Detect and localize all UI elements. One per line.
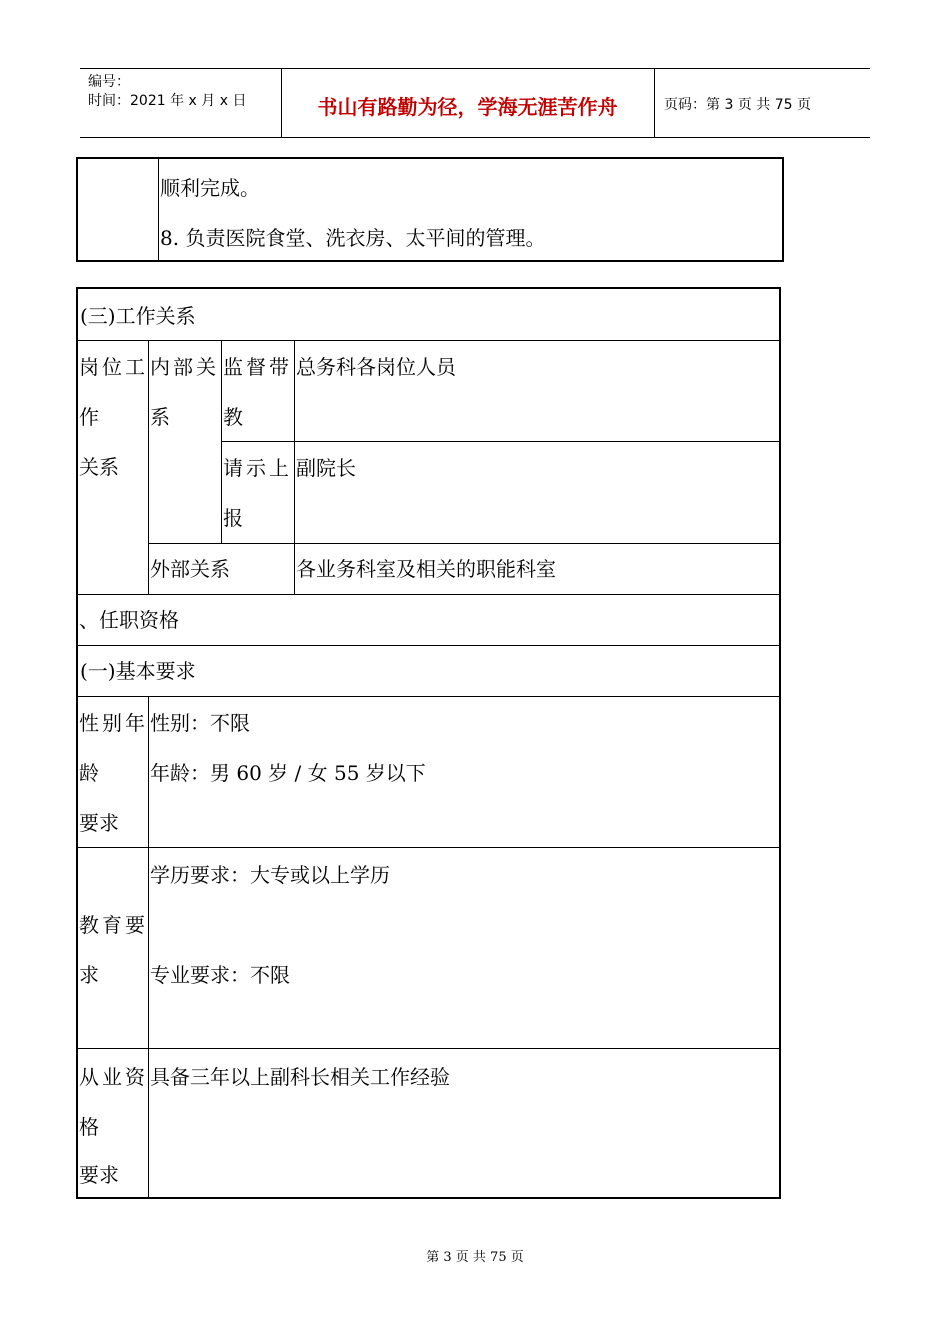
document-date: 时间：2021 年 x 月 x 日 xyxy=(88,93,247,109)
row-label: 内部关 xyxy=(150,355,219,379)
document-number-label: 编号： xyxy=(88,74,130,90)
row-label: 性别年 xyxy=(79,711,148,735)
row-label: 岗位工 xyxy=(79,355,148,379)
cell-value: 具备三年以上副科长相关工作经验 xyxy=(150,1065,450,1089)
row-label: 要求 xyxy=(79,811,119,835)
row-label: 龄 xyxy=(79,761,99,785)
duties-line: 顺利完成。 xyxy=(160,176,260,200)
row-label: 外部关系 xyxy=(150,557,230,581)
header-page-indicator: 页码：第 3 页 共 75 页 xyxy=(664,97,811,113)
report-label-cell xyxy=(222,442,295,544)
page-header xyxy=(80,68,870,138)
cell-value: 专业要求：不限 xyxy=(150,963,290,987)
external-relations-label-cell xyxy=(149,544,295,595)
section-title: (一)基本要求 xyxy=(80,659,196,683)
row-label: 系 xyxy=(150,405,170,429)
row-label: 格 xyxy=(79,1115,99,1139)
supervise-value-cell xyxy=(295,341,779,442)
row-label: 教育要 xyxy=(79,913,148,937)
cell-value: 年龄：男 60 岁 / 女 55 岁以下 xyxy=(150,761,426,785)
cell-value: 各业务科室及相关的职能科室 xyxy=(296,557,556,581)
duties-label-cell xyxy=(78,159,159,260)
row-label: 教 xyxy=(223,405,243,429)
row-label: 求 xyxy=(79,963,99,987)
experience-label-cell xyxy=(78,1049,149,1197)
education-value-cell xyxy=(149,848,779,1049)
row-label: 作 xyxy=(79,405,99,429)
row-label: 监督带 xyxy=(223,355,292,379)
experience-value-cell xyxy=(149,1049,779,1197)
gender-age-label-cell xyxy=(78,697,149,848)
header-motto: 书山有路勤为径，学海无涯苦作舟 xyxy=(317,95,618,119)
page-footer: 第 3 页 共 75 页 xyxy=(426,1250,524,1265)
row-label: 关系 xyxy=(79,455,119,479)
row-label: 要求 xyxy=(79,1163,119,1187)
section-title: 、任职资格 xyxy=(79,608,179,632)
cell-value: 学历要求：大专或以上学历 xyxy=(150,863,390,887)
duties-continuation-table xyxy=(76,157,784,262)
cell-value: 性别：不限 xyxy=(150,711,250,735)
duties-line: 8. 负责医院食堂、洗衣房、太平间的管理。 xyxy=(160,226,546,250)
internal-relations-label-cell xyxy=(149,341,222,544)
section-title: (三)工作关系 xyxy=(80,304,196,328)
row-label: 从业资 xyxy=(79,1065,148,1089)
job-description-table xyxy=(76,287,781,1199)
header-meta xyxy=(88,73,246,111)
report-value-cell xyxy=(295,442,779,544)
gender-age-value-cell xyxy=(149,697,779,848)
supervise-label-cell xyxy=(222,341,295,442)
section-row xyxy=(78,289,779,341)
cell-value: 总务科各岗位人员 xyxy=(296,355,456,379)
row-label: 报 xyxy=(223,506,243,530)
cell-value: 副院长 xyxy=(296,456,356,480)
post-relations-label-cell xyxy=(78,341,149,595)
section-row xyxy=(78,595,779,646)
education-label-cell xyxy=(78,848,149,1049)
section-row xyxy=(78,646,779,697)
external-relations-value-cell xyxy=(295,544,779,595)
row-label: 请示上 xyxy=(223,456,292,480)
